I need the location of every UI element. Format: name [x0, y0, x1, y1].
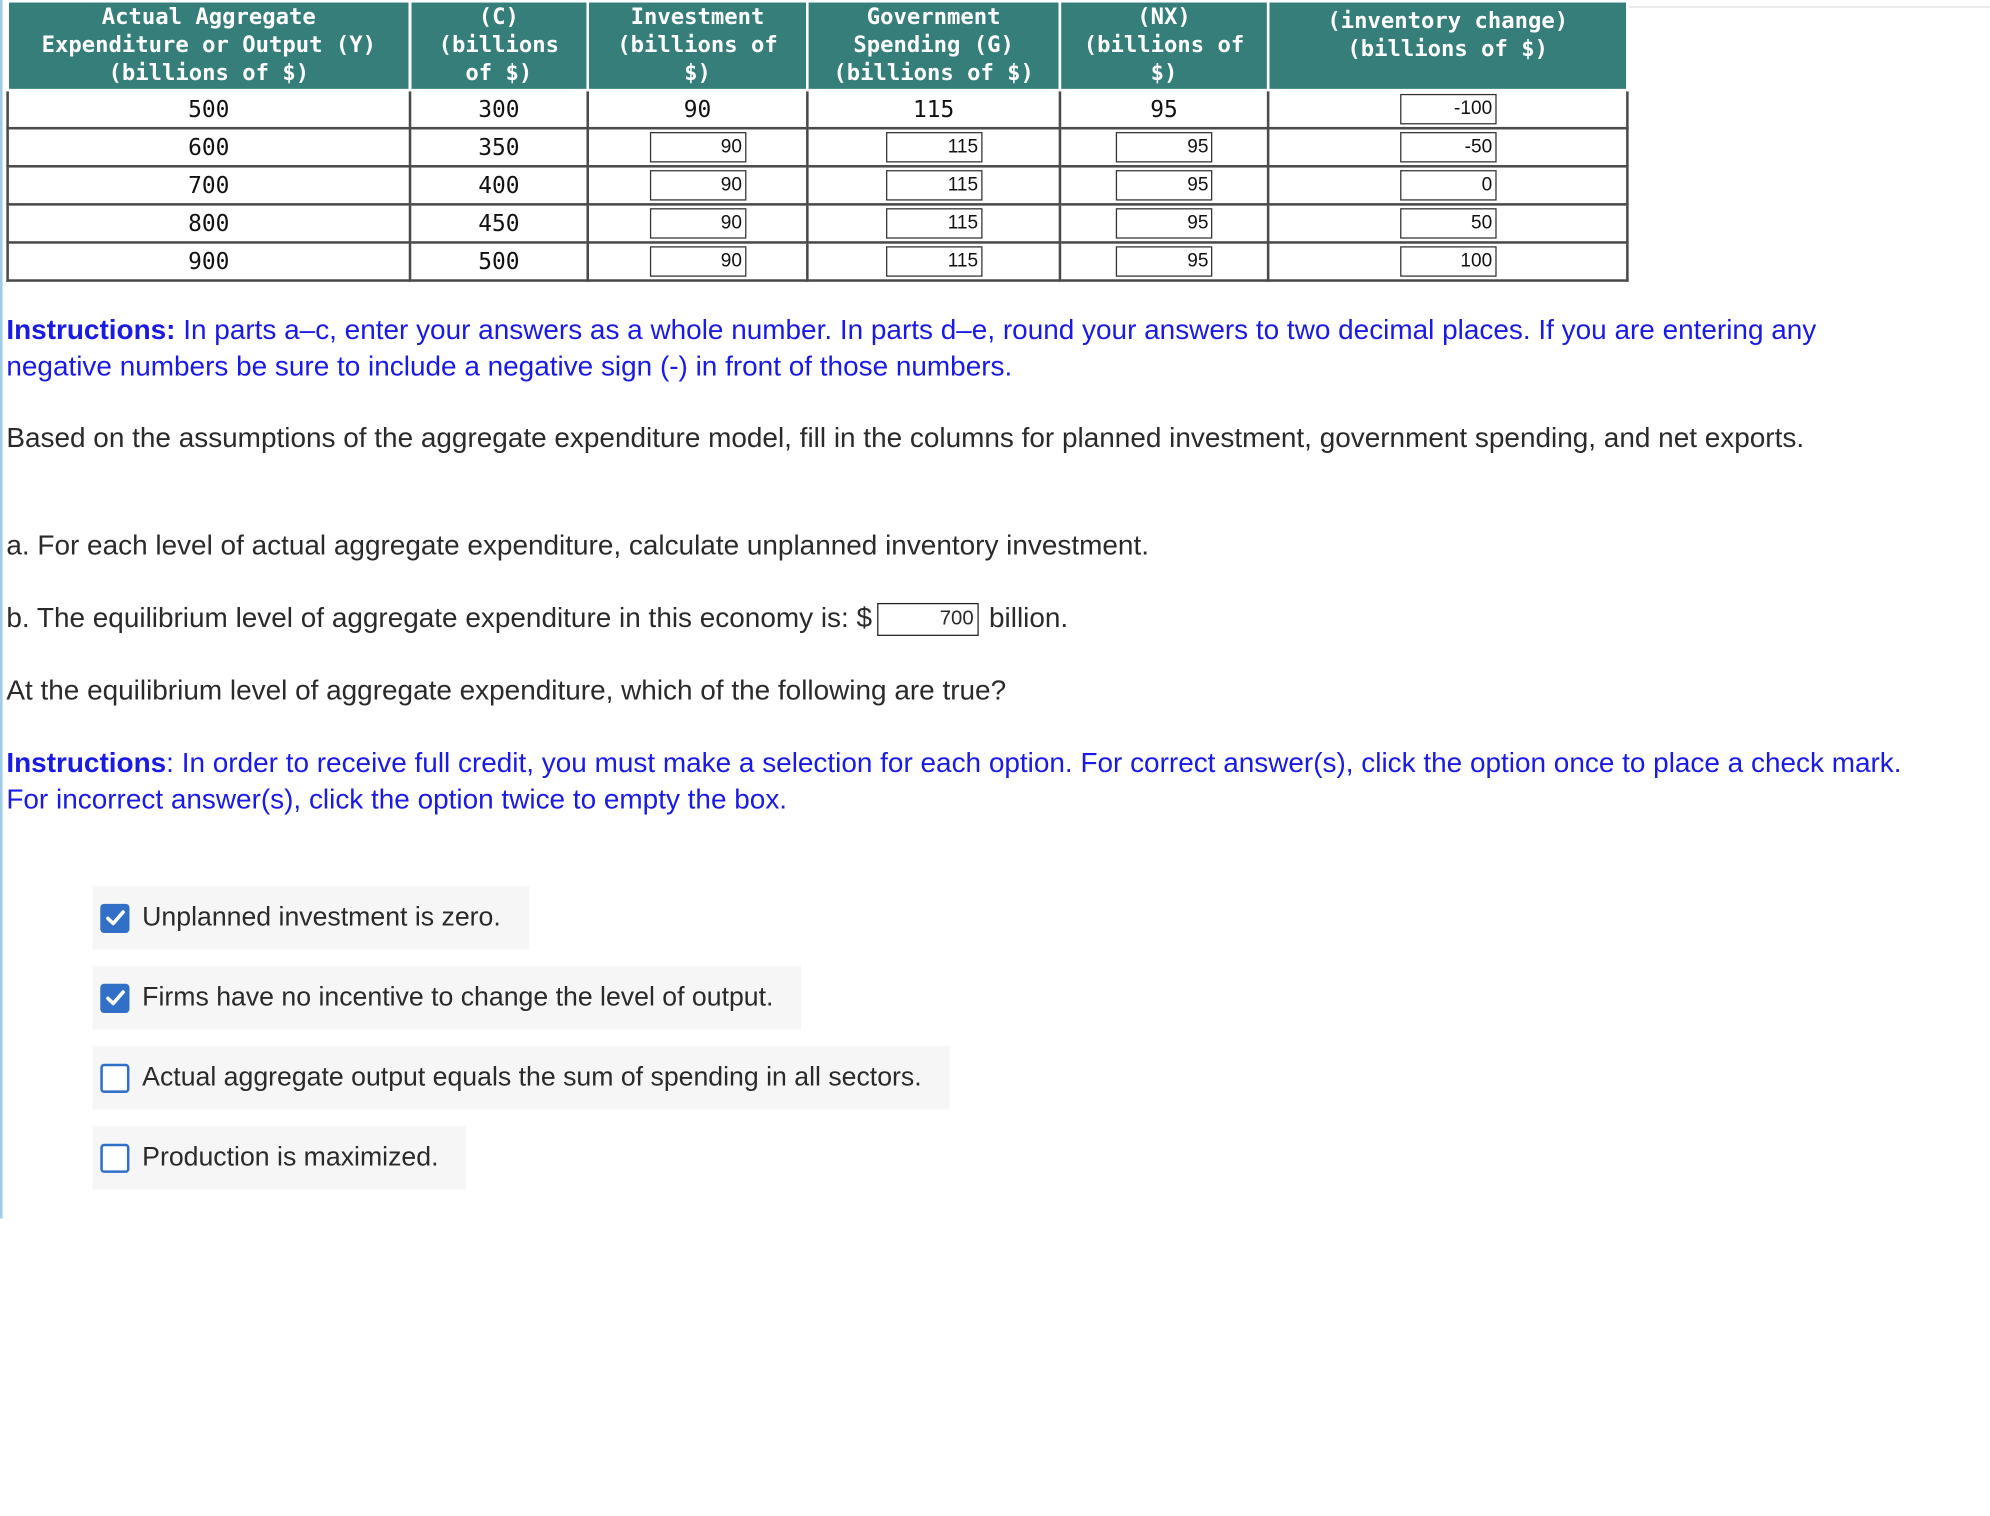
- inventory-cell: [1268, 90, 1627, 128]
- part-a-text: a. For each level of actual aggregate expenditure, calculate unplanned inventory investment.: [6, 529, 1149, 562]
- header-government-spending: Government Spending (G) (billions of $): [807, 1, 1060, 90]
- investment-cell: [588, 204, 808, 242]
- consumption-cell: 350: [410, 128, 588, 166]
- equilibrium-input[interactable]: 700: [877, 603, 979, 636]
- intro-text: Based on the assumptions of the aggregate expenditure model, fill in the columns for planned investment, government spending, and net exports.: [6, 421, 1805, 454]
- output-cell: 900: [8, 242, 410, 280]
- option-unplanned-investment-zero[interactable]: [93, 886, 529, 949]
- net-exports-input[interactable]: 95: [1116, 132, 1212, 162]
- net-exports-input[interactable]: 95: [1116, 246, 1212, 276]
- check-icon: [103, 986, 126, 1009]
- inventory-cell: [1268, 166, 1627, 204]
- left-border: [0, 0, 3, 1219]
- expenditure-table: [6, 0, 1628, 282]
- check-icon: [103, 906, 126, 929]
- net-exports-cell: [1060, 242, 1268, 280]
- checkbox-checked[interactable]: [100, 903, 129, 932]
- header-consumption: (C) (billions of $): [410, 1, 588, 90]
- inventory-input[interactable]: -100: [1400, 94, 1496, 124]
- net-exports-cell: [1060, 166, 1268, 204]
- output-cell: 700: [8, 166, 410, 204]
- inventory-input[interactable]: -50: [1400, 132, 1496, 162]
- option-no-incentive-to-change-output[interactable]: [93, 966, 802, 1029]
- checkbox-empty[interactable]: [100, 1143, 129, 1172]
- inventory-cell: [1268, 128, 1627, 166]
- option-output-equals-spending[interactable]: [93, 1046, 950, 1109]
- net-exports-cell: [1060, 204, 1268, 242]
- table-row: [8, 204, 1628, 242]
- government-input[interactable]: 115: [885, 246, 981, 276]
- government-input[interactable]: 115: [885, 170, 981, 200]
- net-exports-cell: [1060, 128, 1268, 166]
- government-cell: [807, 204, 1060, 242]
- header-investment: Investment (billions of $): [588, 1, 808, 90]
- investment-cell: [588, 166, 808, 204]
- output-cell: 600: [8, 128, 410, 166]
- investment-cell: [588, 128, 808, 166]
- inventory-input[interactable]: 50: [1400, 208, 1496, 238]
- table-row: [8, 166, 1628, 204]
- investment-input[interactable]: 90: [649, 246, 745, 276]
- net-exports-cell: 95: [1060, 90, 1268, 128]
- investment-cell: [588, 242, 808, 280]
- instructions-selection: [6, 745, 1910, 817]
- consumption-cell: 400: [410, 166, 588, 204]
- instructions-label: Instructions: [6, 746, 167, 779]
- table-row: [8, 242, 1628, 280]
- checkbox-empty[interactable]: [100, 1063, 129, 1092]
- option-label: Actual aggregate output equals the sum of spending in all sectors.: [142, 1062, 922, 1092]
- top-divider: [1625, 6, 1990, 7]
- net-exports-input[interactable]: 95: [1116, 208, 1212, 238]
- government-cell: 115: [807, 90, 1060, 128]
- part-b: [6, 600, 1068, 636]
- inventory-input[interactable]: 100: [1400, 246, 1496, 276]
- government-cell: [807, 128, 1060, 166]
- inventory-input[interactable]: 0: [1400, 170, 1496, 200]
- net-exports-input[interactable]: 95: [1116, 170, 1212, 200]
- instructions-text: : In order to receive full credit, you must make a selection for each option. For correct answer(s), click the option once to place a check mark. For incorrect answer(s), click the option twice to empty the box.: [6, 746, 1902, 815]
- option-label: Unplanned investment is zero.: [142, 902, 501, 932]
- table-header-row: [8, 1, 1628, 90]
- option-label: Firms have no incentive to change the level of output.: [142, 982, 774, 1012]
- inventory-cell: [1268, 204, 1627, 242]
- header-output: Actual Aggregate Expenditure or Output (Y) (billions of $): [8, 1, 410, 90]
- investment-input[interactable]: 90: [649, 208, 745, 238]
- inventory-cell: [1268, 242, 1627, 280]
- output-cell: 800: [8, 204, 410, 242]
- government-cell: [807, 166, 1060, 204]
- consumption-cell: 500: [410, 242, 588, 280]
- option-production-maximized[interactable]: [93, 1126, 467, 1189]
- investment-cell: 90: [588, 90, 808, 128]
- part-b-suffix: billion.: [989, 601, 1069, 634]
- instructions-text: In parts a–c, enter your answers as a whole number. In parts d–e, round your answers to two decimal places. If you are entering any negative numbers be sure to include a negative sign (-) in front of those numbers.: [6, 313, 1817, 382]
- table-row: [8, 128, 1628, 166]
- consumption-cell: 450: [410, 204, 588, 242]
- instructions-parts: [6, 312, 1910, 384]
- checkbox-checked[interactable]: [100, 983, 129, 1012]
- government-input[interactable]: 115: [885, 132, 981, 162]
- header-inventory-change: (inventory change) (billions of $): [1268, 1, 1627, 90]
- government-input[interactable]: 115: [885, 208, 981, 238]
- question-text: At the equilibrium level of aggregate expenditure, which of the following are true?: [6, 674, 1007, 706]
- instructions-label: Instructions:: [6, 313, 176, 346]
- table-row: [8, 90, 1628, 128]
- output-cell: 500: [8, 90, 410, 128]
- investment-input[interactable]: 90: [649, 170, 745, 200]
- option-label: Production is maximized.: [142, 1142, 439, 1172]
- consumption-cell: 300: [410, 90, 588, 128]
- investment-input[interactable]: 90: [649, 132, 745, 162]
- part-b-prefix: b. The equilibrium level of aggregate expenditure in this economy is: $: [6, 601, 873, 634]
- government-cell: [807, 242, 1060, 280]
- header-net-exports: (NX) (billions of $): [1060, 1, 1268, 90]
